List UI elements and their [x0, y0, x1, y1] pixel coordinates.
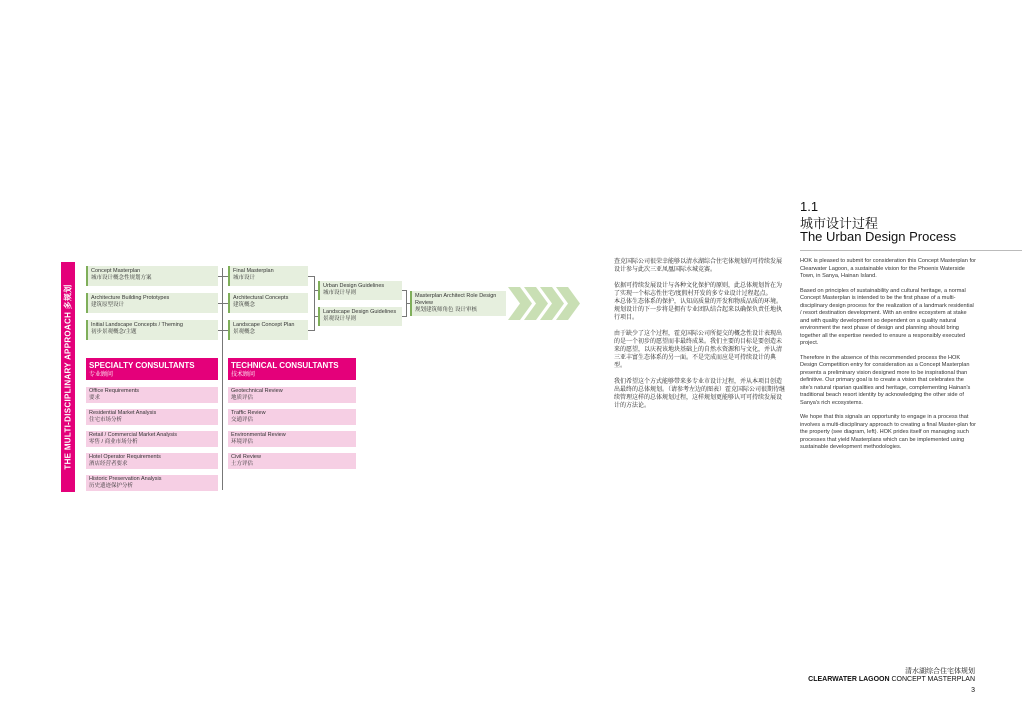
connector-line [218, 303, 228, 304]
paragraph-cn: 由于缺少了这个过程，霍克国际公司所提交的概念性设计表现出的是一个初步的愿望而非最终成果。我们主要的目标是要创造未来的愿望，以庆祝该地块基础上的自然水资源和与文化，并认清三亚丰富生态体系的另一面。不是完成而应是可持续设计的典型。 [614, 331, 783, 369]
specialty-consultants-header [86, 358, 218, 380]
approach-label: THE MULTI-DISCIPLINARY APPROACH 多规划 [63, 284, 73, 470]
specialty-item [86, 453, 218, 470]
paragraph-en: Based on principles of sustainability and cultural heritage, a normal Concept Masterplan is intended to be the first phase of a multi-disciplinary design process for the realization of a landmark residential / resort destination development. With an entire ecosystem at stake and with quality development so dependent on a quality natural environment the next phase of design and planning should bring together all the expertise needed to ensure a responsibly executed project. [800, 287, 974, 346]
section-title-en: The Urban Design Process [800, 229, 957, 244]
footer-title-bold: CLEARWATER LAGOON [808, 676, 890, 683]
item-label-cn: 环境评估 [231, 439, 254, 445]
connector-line [314, 276, 315, 331]
item-label-en: Geotechnical Review [231, 388, 283, 394]
item-label-en: Office Requirements [89, 388, 140, 394]
box-label-cn: 城市设计概念性规划方案 [91, 275, 152, 281]
paragraph-cn: 查克国际公司很荣幸能够以清水湖综合住宅体规划的可持续发展设计参与此次三亚凤凰国际水城竞赛。 [614, 259, 783, 273]
process-box-concept-masterplan [86, 266, 218, 286]
process-box-landscape-concept-plan [228, 320, 308, 340]
box-label-cn: 景观概念 [233, 329, 256, 335]
item-label-en: Traffic Review [231, 410, 266, 416]
box-label-cn: 建筑原型设计 [91, 302, 125, 308]
box-label-cn: 规划建筑师角色 设计审核 [415, 307, 478, 313]
section-number: 1.1 [800, 199, 819, 214]
item-label-cn: 酒店经营者要求 [89, 461, 128, 467]
box-label-en: Initial Landscape Concepts / Theming [91, 322, 183, 328]
header-divider [800, 250, 1022, 251]
item-label-cn: 要求 [89, 395, 101, 401]
process-box-landscape-concepts [86, 320, 218, 340]
box-label-cn: 建筑概念 [233, 302, 256, 308]
item-label-en: Residential Market Analysis [89, 410, 157, 416]
body-text-en [800, 258, 976, 459]
footer-title-cn: 清水湖综合住宅体规划 [905, 668, 975, 675]
item-label-cn: 土方评估 [231, 461, 254, 467]
item-label-cn: 历史遗迹保护分析 [89, 483, 134, 489]
box-label-cn: 城市设计 [233, 275, 256, 281]
header-label-en: SPECIALTY CONSULTANTS [89, 361, 195, 370]
box-label-en: Landscape Concept Plan [233, 322, 295, 328]
box-label-en: Masterplan Architect Role Design Review [415, 293, 497, 306]
box-label-cn: 城市设计导则 [323, 290, 357, 296]
box-label-en: Landscape Design Guidelines [323, 309, 397, 315]
process-box-final-masterplan [228, 266, 308, 286]
technical-item [228, 431, 356, 448]
paragraph-en: Therefore in the absence of this recommended process the HOK Design Competition entry for consideration as a Concept Masterplan presents a preliminary vision designed more to be inspirational than definitive. Our primary goal is to create a vision that celebrates the site's natural riparian qualities and heritage, complementing Hainan's traditional beach resort identity by acknowledging the other side of Sanya's rich ecosystems. [800, 354, 971, 406]
technical-item [228, 453, 356, 470]
technical-item [228, 387, 356, 404]
box-label-cn: 初步景观概念/主题 [91, 329, 137, 335]
specialty-item [86, 387, 218, 404]
specialty-item [86, 431, 218, 448]
header-label-en: TECHNICAL CONSULTANTS [231, 361, 339, 370]
process-box-building-prototypes [86, 293, 218, 313]
header-label-cn: 技术顾问 [231, 372, 256, 378]
box-label-cn: 景观设计导则 [323, 316, 357, 322]
item-label-en: Historic Preservation Analysis [89, 476, 162, 482]
section-title-cn: 城市设计过程 [800, 216, 879, 231]
box-label-en: Final Masterplan [233, 268, 274, 274]
paragraph-en: We hope that this signals an opportunity to engage in a process that involves a multi-disciplinary approach to creating a final Master-plan for the property (see diagram, left). HOK prides itself on managing such processes that yield Masterplans which can be implemented using sustainable development methodologies. [800, 414, 976, 450]
item-label-en: Hotel Operator Requirements [89, 454, 161, 460]
box-label-en: Concept Masterplan [91, 268, 141, 274]
process-box-architectural-concepts [228, 293, 308, 313]
body-text-cn [614, 258, 786, 418]
paragraph-cn: 依据可持续发展设计与各种文化保护的原则，此总体规划旨在为了实现一个标志性住宅/度假村开发的多专业设计过程起点。 本总体生态体系的保护，认知高质量的开发和物质品质的环境。规划设计的下一步将是拥有专业团队结合起来以确保负责任地执行项目。 [614, 283, 783, 321]
progress-chevrons [508, 287, 588, 320]
item-label-cn: 交通评估 [231, 417, 254, 423]
specialty-item [86, 409, 218, 426]
connector-line [218, 276, 228, 277]
header-label-cn: 专业顾问 [89, 372, 114, 378]
item-label-cn: 零售 / 商业市场分析 [89, 439, 138, 445]
item-label-cn: 地质评估 [231, 395, 254, 401]
process-box-urban-design-guidelines [318, 281, 402, 300]
process-diagram [0, 0, 600, 500]
connector-line [222, 268, 223, 490]
technical-item [228, 409, 356, 426]
specialty-item [86, 475, 218, 492]
box-label-en: Architectural Concepts [233, 295, 289, 301]
item-label-cn: 住宅市场分析 [89, 417, 123, 423]
page-number: 3 [971, 687, 975, 694]
process-box-landscape-design-guidelines [318, 307, 402, 326]
box-label-en: Architecture Building Prototypes [91, 295, 170, 301]
paragraph-en: HOK is pleased to submit for consideration this Concept Masterplan for Clearwater Lagoon, a sustainable vision for the Phoenix Waterside Town, in Sanya, Hainan Island. [800, 258, 976, 279]
footer-title-en [760, 676, 975, 683]
process-box-design-review [410, 291, 506, 316]
paragraph-cn: 我们希望这个方式能够带来多专业市设计过程，并从本项目创造出最终的总体规划。（请参考左边的图表）霍克国际公司很期待继续管理这样的总体规划过程，这样规划更能够认可可持续发展设计的方法论。 [614, 379, 786, 409]
connector-line [218, 330, 228, 331]
technical-consultants-header [228, 358, 356, 380]
item-label-en: Environmental Review [231, 432, 286, 438]
footer-title-rest: CONCEPT MASTERPLAN [891, 676, 975, 683]
box-label-en: Urban Design Guidelines [323, 283, 385, 289]
item-label-en: Civil Review [231, 454, 261, 460]
item-label-en: Retail / Commercial Market Analysis [89, 432, 178, 438]
